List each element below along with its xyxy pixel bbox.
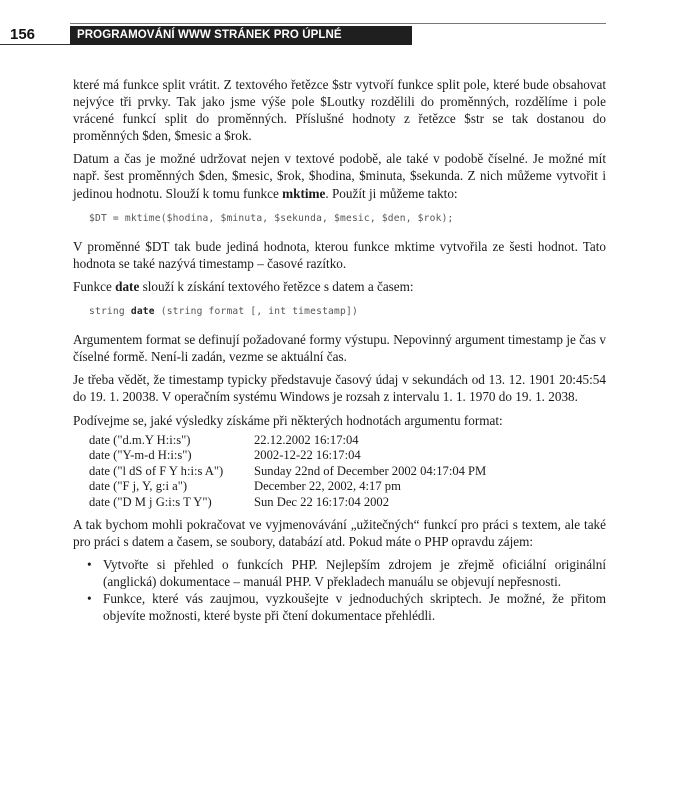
bullet-icon: • [87,556,92,572]
paragraph-timestamp: V proměnné $DT tak bude jediná hodnota, kterou funkce mktime vytvořila ze šesti hodnot. Tato hodnota se také nazývá timestamp – časové razítko. [73,238,606,271]
table-row: date ("l dS of F Y h:i:s A") Sunday 22nd of December 2002 04:17:04 PM [89,463,487,478]
running-header: PROGRAMOVÁNÍ WWW STRÁNEK PRO ÚPLNÉ ZAČÁTEČNÍKY [70,26,412,45]
paragraph-format-intro: Podívejme se, jaké výsledky získáme při některých hodnotách argumentu format: [73,412,503,428]
table-row: date ("Y-m-d H:i:s") 2002-12-22 16:17:04 [89,448,361,463]
page-number: 156 [10,26,36,43]
code-date-signature: string date (string format [, int timestamp]) [89,306,358,318]
paragraph-continue: A tak bychom mohli pokračovat ve vyjmenovávání „užitečných“ funkcí pro práci s textem, ale také pro práci s datem a časem, se soubory, databází atd. Pokud máte o PHP opravdu zájem: [73,516,606,549]
paragraph-timestamp-range: Je třeba vědět, že timestamp typicky představuje časový údaj v sekundách od 13. 12. 1901 20:45:54 do 19. 1. 20038. V operačním systému Windows je rozsah z intervalu 1. 1. 1970 do 19. 1. 2038. [73,372,606,405]
bullet-icon: • [87,590,92,606]
list-item: • Funkce, které vás zaujmou, vyzkoušejte v jednoduchých skriptech. Je možné, že přitom objevíte možnosti, které byste při čtení dokumentace přehlédli. [87,590,606,624]
header-rule [70,23,606,24]
table-row: date ("F j, Y, g:i a") December 22, 2002, 4:17 pm [89,479,401,494]
page-number-rule [0,44,70,45]
table-row: date ("D M j G:i:s T Y") Sun Dec 22 16:17:04 2002 [89,494,390,509]
keyword-date: date [115,278,140,294]
table-row: date ("d.m.Y H:i:s") 22.12.2002 16:17:04 [89,432,359,447]
tips-list [73,556,606,624]
paragraph-format-args: Argumentem format se definují požadované formy výstupu. Nepovinný argument timestamp je čas v číselné formě. Není-li zadán, vezme se aktuální čas. [73,332,606,365]
keyword-mktime: mktime [282,185,326,201]
paragraph-split: které má funkce split vrátit. Z textového řetězce $str vytvoří funkce split pole, které bude obsahovat nejvýce tři prvky. Tak jako jsme výše pole $Loutky rozdělili do proměnných, rozdělíme i pole vrácené funkcí split do proměnných. Příslušné hodnoty z řetězce $str se tak dostanou do proměnných $den, $mesic a $rok. [73,77,606,144]
code-mktime: $DT = mktime($hodina, $minuta, $sekunda, $mesic, $den, $rok); [89,212,454,224]
list-item: • Vytvořte si přehled o funkcích PHP. Nejlepším zdrojem je zřejmě oficiální originální (anglická) dokumentace – manuál PHP. V překladech manuálu se objevují nepřesnosti. [87,556,606,589]
page-body [73,76,606,624]
paragraph-mktime: Datum a čas je možné udržovat nejen v textové podobě, ale také v podobě číselné. Je možné mít např. šest proměnných $den, $mesic, $rok, $hodina, $minuta, $sekunda. Z nich můžeme vytvořit i jedinou hodnotu. Slouží k tomu funkce mktime. Použít ji můžeme takto: [73,151,606,201]
paragraph-date: Funkce date slouží k získání textového řetězce s datem a časem: [73,278,414,294]
format-examples-table [89,433,486,511]
